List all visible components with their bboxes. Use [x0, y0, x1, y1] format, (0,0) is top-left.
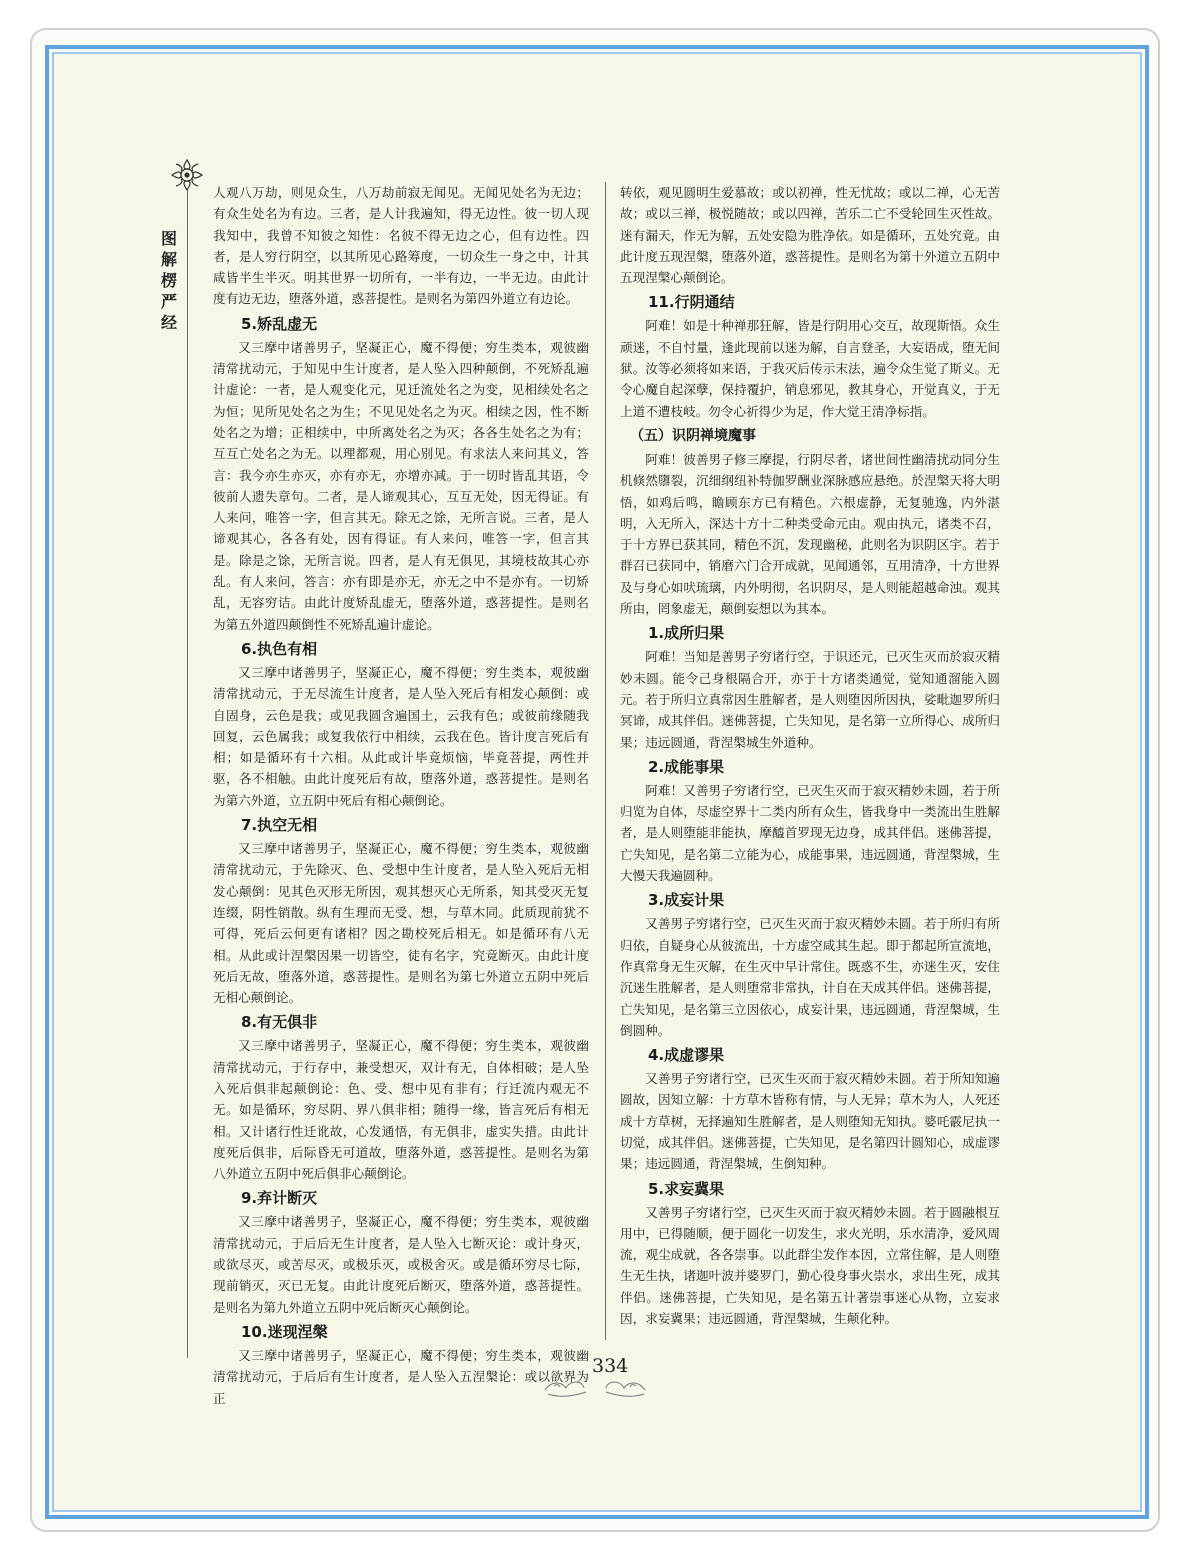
column-divider — [605, 182, 606, 1340]
section-heading: 1.成所归果 — [648, 624, 725, 643]
page-number: 334 — [592, 1355, 629, 1377]
sidebar-rule — [187, 190, 188, 1358]
body-paragraph: 又善男子穷诸行空，已灭生灭而于寂灭精妙未圆。若于所归有所归依，自疑身心从彼流出，十方虚空咸其生起。即于都起所宣流地，作真常身无生灭解，在生灭中早计常住。既惑不生，亦迷生灭，安住沉迷生胜解者，是人则堕常非常执，计自在天成其伴侣。迷佛菩提，亡失知见，是名第三立因依心，成妄计果，违远圆通，背涅槃城，生倒圆种。 — [620, 916, 1000, 1038]
lotus-ornament-icon — [168, 156, 206, 194]
section-heading: 6.执色有相 — [241, 639, 318, 658]
section-heading: 9.弃计断灭 — [241, 1189, 318, 1208]
book-title-char: 严 — [160, 292, 177, 311]
body-paragraph: 又三摩中诸善男子，坚凝正心，魔不得便；穷生类本，观彼幽清常扰动元，于无尽流生计度者，是人坠入死后有相发心颠倒：或自固身，云色是我；或见我圆含遍国土，云我有色；或彼前缘随我回复，云色属我；或复我依行中相续，云我在色。皆计度言死后有相；如是循环有十六相。从此或计毕竟烦恼，毕竟菩提，两性并驱，各不相触。由此计度死后有故，堕落外道，惑菩提性。是则名为第六外道，立五阴中死后有相心颠倒论。 — [213, 664, 589, 808]
body-paragraph: 又三摩中诸善男子，坚凝正心，魔不得便；穷生类本，观彼幽清常扰动元，于行存中，兼受想灭，双计有无，自体相破；是人坠入死后俱非起颠倒论：色、受、想中见有非有；行迁流内观无不无。如是循环，穷尽阴、界八俱非相；随得一缘，皆言死后有相无相。又计诸行性迁讹故，心发通悟，有无俱非，虚实失措。由此计度死后俱非，后际昏无可道故，堕落外道，惑菩提性。是则名为第八外道立五阴中死后俱非心颠倒论。 — [213, 1038, 589, 1182]
section-heading: （五）识阴禅境魔事 — [630, 427, 756, 444]
left-text-column — [213, 182, 589, 1409]
body-paragraph: 又善男子穷诸行空，已灭生灭而于寂灭精妙未圆。若于圆融根互用中，已得随顺，便于圆化一切发生，求火光明，乐水清净，爱风周流，观尘成就，各各崇事。以此群尘发作本因，立常住解，是人则堕生无生执，诸迦叶波并婆罗门，勤心役身事火崇水，求出生死，成其伴侣。迷佛菩提，亡失知见，是名第五计著崇事迷心从物，立妄求因，求妄冀果；违远圆通，背涅槃城，生颠化种。 — [620, 1204, 1000, 1327]
body-paragraph: 阿难！彼善男子修三摩提，行阴尽者，诸世间性幽清扰动同分生机倏然隳裂，沉细纲纽补特伽罗酬业深脉感应悬绝。於涅槃天将大明悟，如鸡后鸣，瞻顾东方已有精色。六根虚静，无复驰逸，内外湛明，入无所入，深达十方十二种类受命元由。观由执元，诸类不召，于十方界已获其同，精色不沉，发现幽秘，此则名为识阴区宇。若于群召已获同中，销磨六门合开成就，见闻通邻，互用清净，十方世界及与身心如吠琉璃，内外明彻，名识阴尽，是人则能超越命浊。观其所由，罔象虚无，颠倒妄想以为其本。 — [620, 451, 1000, 617]
section-heading: 5.求妄冀果 — [648, 1179, 725, 1198]
right-text-column — [620, 182, 1000, 1329]
body-paragraph: 阿难！如是十种禅那狂解，皆是行阴用心交互，故现斯悟。众生顽迷，不自忖量，逢此现前以迷为解，自言登圣，大妄语成，堕无间狱。汝等必须将如来语，于我灭后传示末法，遍令众生觉了斯义。无令心魔自起深孽，保持覆护，销息邪见，教其身心，开觉真义，于无上道不遭枝岐。勿令心祈得少为足，作大觉王清净标指。 — [620, 318, 1000, 419]
body-paragraph: 阿难！当知是善男子穷诸行空，于识还元，已灭生灭而於寂灭精妙未圆。能令己身根隔合开，亦于十方诸类通觉，觉知通溜能入圆元。若于所归立真常因生胜解者，是人则堕因所因执，娑毗迦罗所归冥谛，成其伴侣。迷佛菩提，亡失知见，是名第一立所得心、成所归果；违远圆通，背涅槃城生外道种。 — [620, 649, 1000, 750]
book-title-char: 图 — [160, 229, 177, 248]
body-paragraph: 又三摩中诸善男子，坚凝正心，魔不得便；穷生类本，观彼幽清常扰动元，于知见中生计度者，是人坠入四种颠倒，不死矫乱遍计虚论：一者，是人观变化元，见迁流处名之为变，见相续处名之为恒；见所见处名之为生；不见见处名之为灭。相续之因，性不断处名之为增；正相续中，中所离处名之为灭；各各生处名之为有；互互亡处名之为无。以理都观，用心别见。有求法人来问其义，答言：我今亦生亦灭，亦有亦无，亦增亦减。于一切时皆乱其语，令彼前人遗失章句。二者，是人谛观其心，互互无处，因无得证。有人来问，唯答一字，但言其无。除无之馀，无所言说。三者，是人谛观其心，各各有处，因有得证。有人来问，唯答一字，但言其是。除是之馀，无所言说。四者，是人有无俱见，其境枝故其心亦乱。有人来问，答言：亦有即是亦无，亦无之中不是亦有。一切矫乱，无容穷诘。由此计度矫乱虚无，堕落外道，惑菩提性。是则名为第五外道四颠倒性不死矫乱遍计虚论。 — [213, 339, 589, 632]
body-paragraph: 又三摩中诸善男子，坚凝正心，魔不得便；穷生类本，观彼幽清常扰动元，于先除灭、色、受想中生计度者，是人坠入死后无相发心颠倒：见其色灭形无所因，观其想灭心无所系，知其受灭无复连缀，阴性销散。纵有生理而无受、想，与草木同。此质现前犹不可得，死后云何更有诸相？因之勘校死后相无。如是循环有八无相。从此或计涅槃因果一切皆空，徒有名字，究竟断灭。由此计度死后无故，堕落外道，惑菩提性。是则名为第七外道立五阴中死后无相心颠倒论。 — [213, 841, 589, 1006]
book-title-char: 解 — [160, 250, 177, 269]
body-paragraph: 又三摩中诸善男子，坚凝正心，魔不得便；穷生类本，观彼幽清常扰动元，于后后有生计度者，是人坠入五涅槃论：或以欲界为正 — [213, 1347, 589, 1406]
section-heading: 7.执空无相 — [241, 816, 318, 835]
section-heading: 11.行阴通结 — [648, 293, 735, 312]
book-title-char: 经 — [160, 313, 177, 332]
section-heading: 4.成虚谬果 — [648, 1046, 725, 1065]
section-heading: 10.迷现涅槃 — [241, 1322, 328, 1341]
section-heading: 8.有无俱非 — [241, 1013, 318, 1032]
body-paragraph: 人观八万劫，则见众生，八万劫前寂无闻见。无闻见处名为无边；有众生处名为有边。三者，是人计我遍知，得无边性。彼一切人现我知中，我曾不知彼之知性：名彼不得无边之心，但有边性。四者，是人穷行阴空，以其所见心路筹度，一切众生一身之中，计其咸皆半生半灭。明其世界一切所有，一半有边，一半无边。由此计度有边无边，堕落外道，惑菩提性。是则名为第四外道立有边论。 — [213, 185, 589, 307]
body-paragraph: 阿难！又善男子穷诸行空，已灭生灭而于寂灭精妙未圆，若于所归览为自体，尽虚空界十二类内所有众生，皆我身中一类流出生胜解者，是人则堕能非能执，摩醯首罗现无边身，成其伴侣。迷佛菩提，亡失知见，是名第二立能为心，成能事果，违远圆通，背涅槃城，生大慢天我遍圆种。 — [620, 782, 1000, 884]
section-heading: 5.矫乱虚无 — [241, 314, 318, 333]
section-heading: 3.成妄计果 — [648, 891, 725, 910]
body-paragraph: 又善男子穷诸行空，已灭生灭而于寂灭精妙未圆。若于所知知遍圆故，因知立解：十方草木皆称有情，与人无异；草木为人，人死还成十方草树，无择遍知生胜解者，是人则堕知无知执。婆吒霰尼执一切觉，成其伴侣。迷佛菩提，亡失知见，是名第四计圆知心，成虚谬果；违远圆通，背涅槃城，生倒知种。 — [620, 1071, 1000, 1172]
body-paragraph: 转依，观见圆明生爱慕故；或以初禅，性无忧故；或以二禅，心无苦故；或以三禅，极悦随故；或以四禅，苦乐二亡不受轮回生灭性故。迷有漏天，作无为解，五处安隐为胜净依。如是循环，五处究竟。由此计度五现涅槃，堕落外道，惑菩提性。是则名为第十外道立五阴中五现涅槃心颠倒论。 — [620, 185, 1000, 286]
book-title-vertical — [158, 228, 180, 333]
book-title-char: 楞 — [160, 271, 177, 290]
section-heading: 2.成能事果 — [648, 757, 725, 776]
body-paragraph: 又三摩中诸善男子，坚凝正心，魔不得便；穷生类本，观彼幽清常扰动元，于后后无生计度者，是人坠入七断灭论：或计身灭，或欲尽灭，或苦尽灭，或极乐灭，或极舍灭。或是循环穷尽七际，现前销灭，灭已无复。由此计度死后断灭，堕落外道，惑菩提性。是则名为第九外道立五阴中死后断灭心颠倒论。 — [213, 1214, 589, 1315]
